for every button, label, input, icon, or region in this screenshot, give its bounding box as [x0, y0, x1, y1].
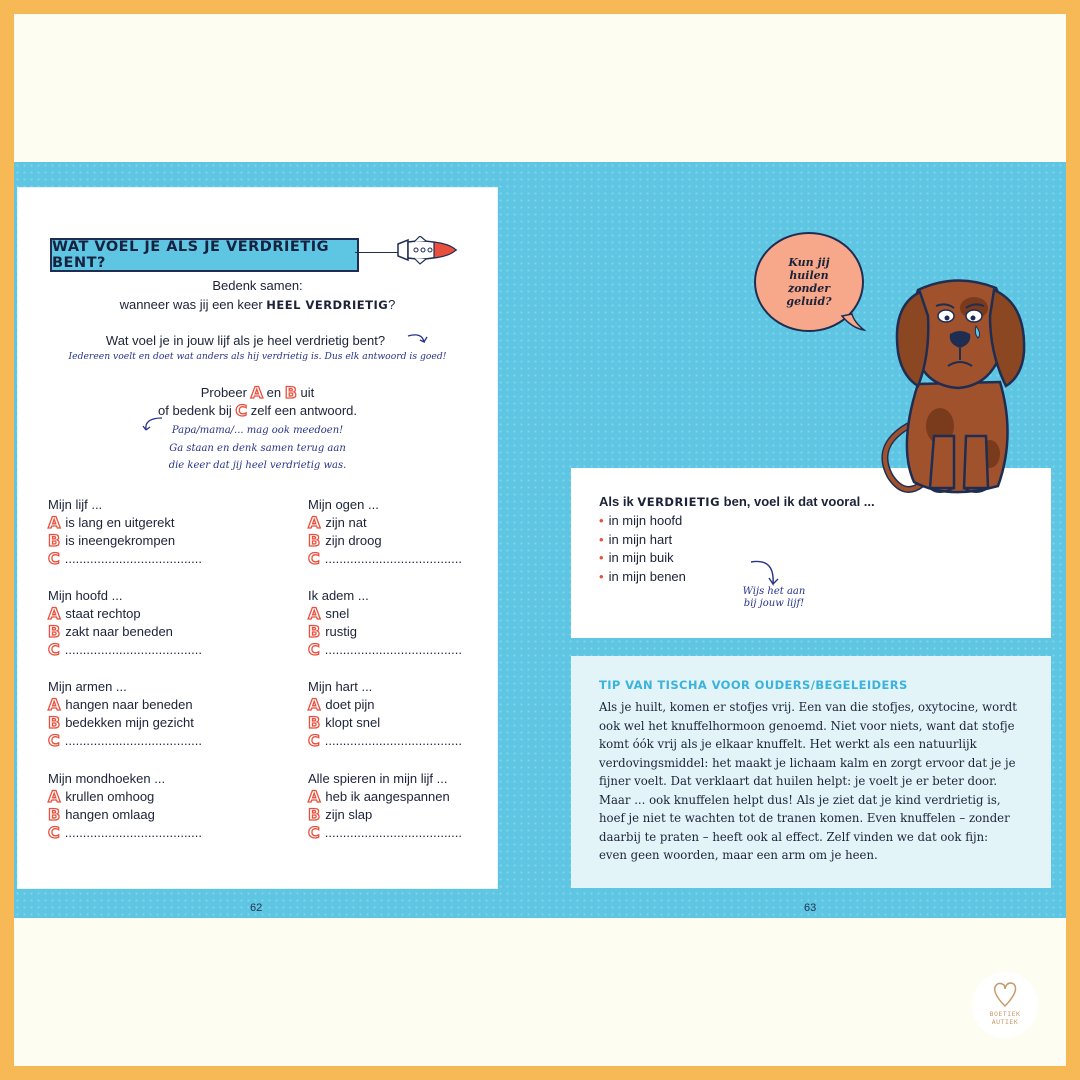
answer-blank: ......................................	[64, 642, 202, 657]
option-c[interactable]	[308, 824, 508, 842]
brand-logo	[972, 972, 1038, 1038]
tip-box	[571, 656, 1051, 888]
list-item-text: in mijn buik	[608, 550, 674, 565]
option-text: snel	[325, 606, 350, 621]
try-and: en	[266, 385, 282, 400]
list-item	[599, 512, 686, 531]
letter-a-icon: A	[48, 513, 61, 532]
letter-a-icon: A	[308, 604, 321, 623]
question-block	[308, 496, 508, 568]
option-c[interactable]	[48, 732, 248, 750]
question-block	[308, 678, 508, 750]
logo-text	[972, 1010, 1038, 1026]
letter-a-icon: A	[48, 604, 61, 623]
letter-c-icon: C	[48, 731, 60, 750]
try-suffix: uit	[300, 385, 315, 400]
letter-a-icon: A	[308, 787, 321, 806]
banner-title: WAT VOEL JE ALS JE VERDRIETIG BENT?	[52, 239, 329, 271]
feel-title-emphasis: VERDRIETIG	[637, 495, 721, 509]
letter-b-icon: B	[284, 383, 297, 402]
option-text: staat rechtop	[65, 606, 141, 621]
letter-c-icon: C	[308, 549, 320, 568]
option-c[interactable]	[308, 732, 508, 750]
letter-b-icon: B	[48, 531, 61, 550]
rocket-icon	[394, 236, 466, 266]
logo-line2: AUTIEK	[991, 1018, 1019, 1026]
left-page	[18, 188, 497, 888]
point-note-line2: bij jouw lijf!	[743, 598, 805, 609]
option-text: krullen omhoog	[65, 789, 155, 804]
intro-line2	[18, 297, 497, 312]
book-spread	[14, 162, 1066, 918]
option-text: zakt naar beneden	[65, 624, 173, 639]
question-title: Mijn hoofd ...	[48, 588, 123, 603]
option-text: bedekken mijn gezicht	[65, 715, 194, 730]
feel-title	[599, 494, 875, 509]
list-item-text: in mijn hart	[608, 531, 673, 547]
bullet-icon: •	[599, 531, 604, 547]
intro-line1: Bedenk samen:	[212, 278, 303, 293]
answer-blank: ......................................	[64, 551, 202, 566]
option-text: zijn droog	[325, 533, 382, 548]
banner-string	[355, 252, 399, 253]
feel-list	[599, 512, 686, 586]
or-line	[18, 403, 497, 418]
curved-arrow-icon	[406, 332, 430, 350]
letter-c-icon: C	[48, 640, 60, 659]
intro-line2-text: wanneer was jij een keer	[119, 297, 263, 312]
intro-question-mark: ?	[388, 297, 396, 312]
option-text: doet pijn	[325, 697, 375, 712]
option-c[interactable]	[48, 641, 248, 659]
heart-icon	[992, 980, 1018, 1008]
try-line	[18, 385, 497, 400]
bullet-icon: •	[599, 513, 604, 528]
letter-b-icon: B	[48, 622, 61, 641]
letter-b-icon: B	[308, 622, 321, 641]
letter-b-icon: B	[308, 805, 321, 824]
page-number-right: 63	[804, 902, 817, 914]
point-note	[739, 586, 809, 610]
option-a[interactable]	[48, 605, 248, 623]
letter-b-icon: B	[308, 713, 321, 732]
answer-blank: ......................................	[324, 825, 462, 840]
option-c[interactable]	[308, 550, 508, 568]
option-text: heb ik aangespannen	[325, 789, 450, 804]
option-a[interactable]	[308, 788, 508, 806]
question-block	[48, 770, 248, 842]
feel-title-prefix: Als ik	[599, 494, 634, 509]
option-b[interactable]	[308, 714, 508, 732]
option-a[interactable]	[308, 605, 508, 623]
answer-blank: ......................................	[64, 733, 202, 748]
letter-a-icon: A	[48, 787, 61, 806]
option-c[interactable]	[48, 824, 248, 842]
option-a[interactable]	[48, 696, 248, 714]
point-note-line1: Wijs het aan	[742, 586, 806, 597]
bullet-icon: •	[599, 568, 604, 584]
option-text: is lang en uitgerekt	[65, 515, 175, 530]
feel-title-suffix: ben, voel ik dat vooral ...	[723, 494, 875, 509]
option-b[interactable]	[48, 714, 248, 732]
title-banner	[50, 238, 359, 272]
list-item	[599, 568, 686, 587]
question-title: Mijn hart ...	[308, 679, 373, 694]
page-number-left: 62	[250, 902, 263, 914]
note2-line3: die keer dat jij heel verdrietig was.	[168, 460, 347, 471]
option-text: is ineengekrompen	[65, 533, 176, 548]
letter-c-icon: C	[235, 401, 248, 420]
option-text: zijn nat	[325, 515, 367, 530]
option-a[interactable]	[48, 514, 248, 532]
bubble-tail-icon	[840, 312, 866, 332]
question-title: Alle spieren in mijn lijf ...	[308, 771, 448, 786]
option-b[interactable]	[48, 623, 248, 641]
option-a[interactable]	[308, 696, 508, 714]
note2-line2: Ga staan en denk samen terug aan	[169, 443, 346, 454]
letter-a-icon: A	[48, 695, 61, 714]
option-c[interactable]	[48, 550, 248, 568]
try-prefix: Probeer	[200, 385, 247, 400]
letter-c-icon: C	[308, 640, 320, 659]
question-block	[48, 678, 248, 750]
body-question: Wat voel je in jouw lijf als je heel verdrietig bent?	[105, 333, 386, 348]
question-block	[308, 770, 508, 842]
option-c[interactable]	[308, 641, 508, 659]
bubble-text: Kun jij huilen zonder geluid?	[786, 256, 832, 308]
question-block	[48, 587, 248, 659]
question-title: Mijn mondhoeken ...	[48, 771, 166, 786]
question-title: Mijn lijf ...	[48, 497, 103, 512]
answer-blank: ......................................	[324, 733, 462, 748]
intro-emphasis: HEEL VERDRIETIG	[266, 298, 389, 312]
letter-b-icon: B	[308, 531, 321, 550]
letter-a-icon: A	[308, 695, 321, 714]
question-title: Ik adem ...	[308, 588, 369, 603]
option-text: hangen omlaag	[65, 807, 155, 822]
letter-b-icon: B	[48, 713, 61, 732]
option-text: rustig	[325, 624, 357, 639]
body-note: Iedereen voelt en doet wat anders als hij verdrietig is. Dus elk antwoord is goed!	[68, 351, 447, 362]
answer-blank: ......................................	[324, 642, 462, 657]
or-prefix: of bedenk bij	[158, 403, 232, 418]
tip-text: Als je huilt, komen er stofjes vrij. Een van die stofjes, oxytocine, wordt ook wel het knuffelhormoon genoemd. Niet voor niets, want dat stofje komt óók vrij als je elkaar knuffelt. Het werkt als een natuurlijk verdovingsmiddel: het maakt je lichaam kalm en zorgt ervoor dat je je fijner voelt. Dat verklaart dat huilen helpt: je voelt je er beter door. Maar ... ook knuffelen helpt dus! Als je ziet dat je kind verdrietig is, hoef je niet te wachten tot de tranen komen. Even knuffelen – zonder daarbij te praten – heeft ook al effect. Zelf vinden we dat ook fijn: even geen woorden, maar een arm om je heen.	[599, 700, 1017, 862]
bullet-icon: •	[599, 550, 604, 565]
note2-line1: Papa/mama/... mag ook meedoen!	[171, 425, 344, 436]
tip-title: TIP VAN TISCHA VOOR OUDERS/BEGELEIDERS	[599, 678, 908, 692]
question-title: Mijn ogen ...	[308, 497, 379, 512]
option-b[interactable]	[308, 532, 508, 550]
or-suffix: zelf een antwoord.	[250, 403, 357, 418]
list-item-text: in mijn benen	[608, 568, 686, 584]
letter-c-icon: C	[48, 549, 60, 568]
letter-c-icon: C	[308, 823, 320, 842]
letter-a-icon: A	[308, 513, 321, 532]
list-item	[599, 531, 686, 550]
letter-b-icon: B	[48, 805, 61, 824]
letter-a-icon: A	[250, 383, 263, 402]
option-a[interactable]	[308, 514, 508, 532]
logo-line1: BOETIEK	[989, 1010, 1021, 1018]
sad-dog-illustration	[878, 276, 1034, 514]
option-b[interactable]	[308, 806, 508, 824]
list-item	[599, 549, 686, 568]
question-block	[308, 587, 508, 659]
answer-blank: ......................................	[64, 825, 202, 840]
option-b[interactable]	[48, 806, 248, 824]
question-title: Mijn armen ...	[48, 679, 127, 694]
option-text: klopt snel	[325, 715, 381, 730]
letter-c-icon: C	[48, 823, 60, 842]
letter-c-icon: C	[308, 731, 320, 750]
answer-blank: ......................................	[324, 551, 462, 566]
option-b[interactable]	[308, 623, 508, 641]
list-item-text: in mijn hoofd	[608, 513, 683, 528]
option-a[interactable]	[48, 788, 248, 806]
option-text: zijn slap	[325, 807, 373, 822]
question-block	[48, 496, 248, 568]
option-b[interactable]	[48, 532, 248, 550]
option-text: hangen naar beneden	[65, 697, 193, 712]
